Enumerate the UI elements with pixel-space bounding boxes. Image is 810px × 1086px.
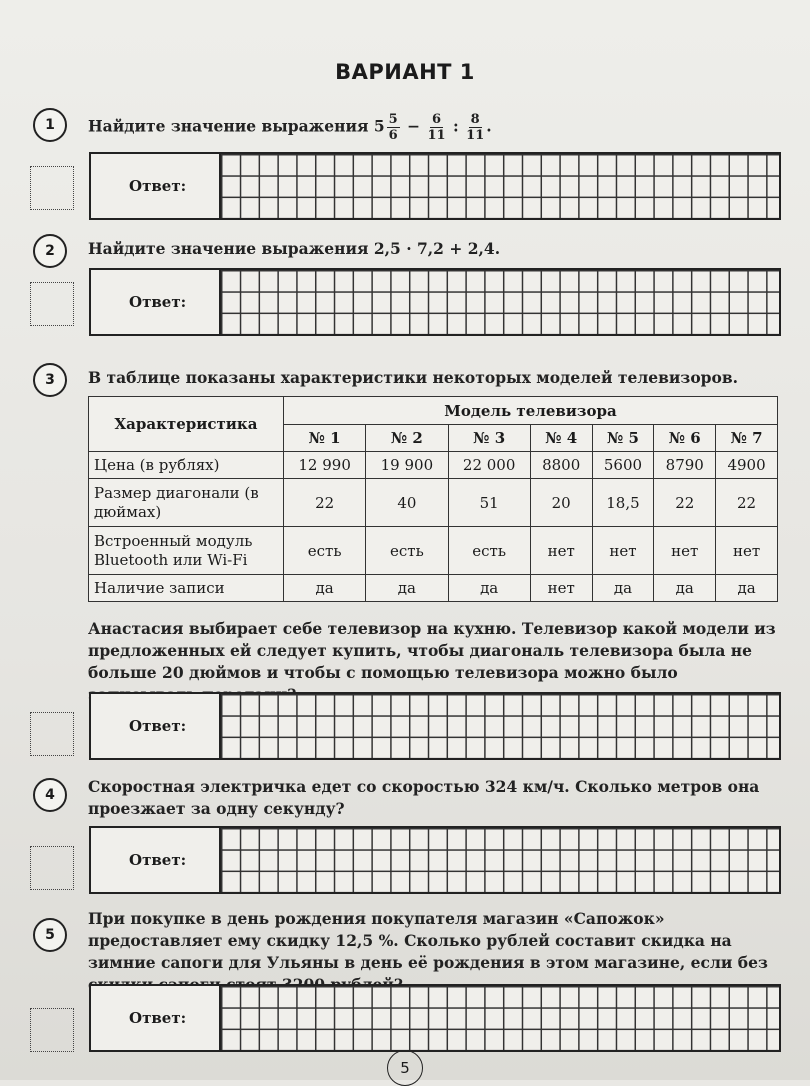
table-cell: 8790 <box>654 452 716 479</box>
answer-label: Ответ: <box>129 177 187 195</box>
table-cell: 22 000 <box>448 452 530 479</box>
q1-fraction-1 <box>387 112 400 143</box>
answer-label: Ответ: <box>129 851 187 869</box>
model-header: № 5 <box>592 425 654 452</box>
question-2-answer-box[interactable] <box>89 268 781 336</box>
table-cell: 40 <box>366 479 448 527</box>
answer-grid[interactable] <box>219 986 779 1050</box>
answer-label: Ответ: <box>129 293 187 311</box>
table-cell: есть <box>448 527 530 575</box>
answer-grid[interactable] <box>219 828 779 892</box>
table-cell: 12 990 <box>284 452 366 479</box>
q1-f1-num: 5 <box>388 112 398 127</box>
q1-fraction-2 <box>428 112 446 143</box>
table-row <box>89 479 778 527</box>
question-4-text: Скоростная электричка едет со скоростью 324 км/ч. Сколько метров она проезжает за одну секунду? <box>88 777 760 818</box>
table-cell: нет <box>716 527 778 575</box>
variant-title: ВАРИАНТ 1 <box>335 60 475 84</box>
question-3-text: В таблице показаны характеристики некоторых моделей телевизоров. <box>88 368 739 387</box>
table-cell: 19 900 <box>366 452 448 479</box>
row-label: Размер диагонали (в дюймах) <box>89 479 284 527</box>
table-cell: 22 <box>716 479 778 527</box>
table-cell: 22 <box>284 479 366 527</box>
answer-grid[interactable] <box>219 154 779 218</box>
answer-grid[interactable] <box>219 694 779 758</box>
q1-f1-den: 6 <box>388 128 398 143</box>
page-number: 5 <box>387 1050 423 1086</box>
table-row <box>89 527 778 575</box>
question-3-number: 3 <box>33 363 67 397</box>
table-cell: нет <box>530 527 592 575</box>
q1-f3-den: 11 <box>466 128 485 143</box>
answer-grid[interactable] <box>219 270 779 334</box>
corner-header: Характеристика <box>89 397 284 452</box>
question-1-check-box[interactable] <box>30 166 74 210</box>
q1-f2-num: 6 <box>432 112 442 127</box>
question-1-text <box>88 112 780 143</box>
q1-div: : <box>453 116 459 136</box>
question-5-text: При покупке в день рождения покупателя магазин «Сапожок» предоставляет ему скидку 12,5 %. Сколько рублей составит скидка на зимние сапоги для Ульяны в день её рождения в этом магазине, если без <box>88 909 768 972</box>
question-3-answer-box[interactable] <box>89 692 781 760</box>
model-header: № 1 <box>284 425 366 452</box>
table-row <box>89 575 778 602</box>
q1-f2-den: 11 <box>427 128 446 143</box>
table-cell: 51 <box>448 479 530 527</box>
table-cell: есть <box>366 527 448 575</box>
table-cell: нет <box>530 575 592 602</box>
question-3-follow-text: Анастасия выбирает себе телевизор на кухню. Телевизор какой модели из предложенных ей следует купить, чтобы диагональ телевизора была не больше 20 дюймов и чтобы с помощью телевизора можно было <box>88 619 776 682</box>
model-header: № 2 <box>366 425 448 452</box>
table-cell: нет <box>654 527 716 575</box>
table-cell: да <box>654 575 716 602</box>
question-1-answer-box[interactable] <box>89 152 781 220</box>
table-cell: 18,5 <box>592 479 654 527</box>
table-cell: есть <box>284 527 366 575</box>
table-cell: да <box>448 575 530 602</box>
q1-f3-num: 8 <box>470 112 480 127</box>
question-4-number: 4 <box>33 778 67 812</box>
question-3-check-box[interactable] <box>30 712 74 756</box>
answer-label: Ответ: <box>129 1009 187 1027</box>
tv-characteristics-table <box>88 396 778 602</box>
table-cell: нет <box>592 527 654 575</box>
question-1-number: 1 <box>33 108 67 142</box>
question-5-answer-box[interactable] <box>89 984 781 1052</box>
table-cell: 20 <box>530 479 592 527</box>
table-cell: да <box>592 575 654 602</box>
question-2-number: 2 <box>33 234 67 268</box>
row-label: Цена (в рублях) <box>89 452 284 479</box>
model-header: № 7 <box>716 425 778 452</box>
question-2-text: Найдите значение выражения 2,5 · 7,2 + 2,4. <box>88 239 501 258</box>
model-header: № 6 <box>654 425 716 452</box>
table-row <box>89 452 778 479</box>
model-header: № 3 <box>448 425 530 452</box>
table-cell: 22 <box>654 479 716 527</box>
question-4-answer-box[interactable] <box>89 826 781 894</box>
table-cell: 5600 <box>592 452 654 479</box>
row-label: Наличие записи <box>89 575 284 602</box>
q1-fraction-3 <box>466 112 484 143</box>
q1-minus: − <box>407 116 421 136</box>
row-label: Встроенный модуль Bluetooth или Wi-Fi <box>89 527 284 575</box>
table-cell: 8800 <box>530 452 592 479</box>
question-4-check-box[interactable] <box>30 846 74 890</box>
q1-whole: 5 <box>373 116 385 136</box>
question-5-check-box[interactable] <box>30 1008 74 1052</box>
table-cell: да <box>284 575 366 602</box>
question-2-check-box[interactable] <box>30 282 74 326</box>
table-cell: да <box>366 575 448 602</box>
model-group-header: Модель телевизора <box>284 397 778 425</box>
question-5-number: 5 <box>33 918 67 952</box>
question-1-prompt: Найдите значение выражения <box>88 116 369 136</box>
q1-end: . <box>486 116 492 136</box>
answer-label: Ответ: <box>129 717 187 735</box>
table-cell: 4900 <box>716 452 778 479</box>
model-header: № 4 <box>530 425 592 452</box>
table-cell: да <box>716 575 778 602</box>
